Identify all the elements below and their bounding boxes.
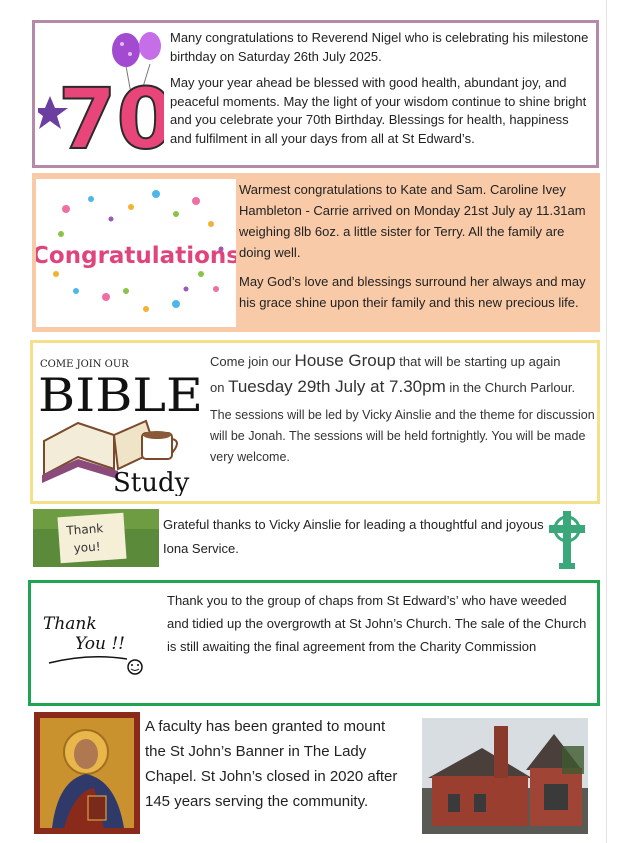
coffee-cup-icon <box>142 431 177 459</box>
birthday-paragraph-1: Many congratulations to Reverend Nigel who is celebrating his milestone birthday on Saturday 26th July 2025. <box>170 30 589 64</box>
house-group-highlight: House Group <box>294 351 396 370</box>
seventy-image-number: 70 <box>58 70 164 162</box>
congratulations-image-text: Congratulations <box>36 243 236 269</box>
thanks-chaps-notice <box>28 580 600 706</box>
faculty-text: A faculty has been granted to mount the St John’s Banner in The Lady Chapel. St John’s closed in 2020 after 145 years serving the community. <box>145 718 398 810</box>
bible-line-1-start: Come join our <box>210 354 295 369</box>
congratulations-notice <box>32 173 600 332</box>
bible-image-top-text: COME JOIN OUR <box>40 359 129 370</box>
congratulations-paragraph-2: May God’s love and blessings surround her always and may his grace shine upon their family and this new precious life. <box>239 274 586 310</box>
celtic-cross-icon <box>545 507 589 571</box>
st-john-icon-image <box>34 712 140 834</box>
bible-line-2-start: on <box>210 380 229 395</box>
thank-you-script-image <box>39 603 147 681</box>
thank-script-text-1: Thank <box>43 614 97 634</box>
smiley-icon <box>128 660 142 674</box>
bible-study-image <box>38 351 206 496</box>
bible-line-1-end: that will be starting up again <box>395 354 561 369</box>
bible-details: The sessions will be led by Vicky Ainslie and the theme for discussion will be Jonah. The sessions will be held fortnightly. You will be made very welcome. <box>210 408 595 464</box>
thank-you-card-image <box>33 509 159 567</box>
date-time-highlight: Tuesday 29th July at 7.30pm <box>228 377 446 396</box>
thanks-vicky-text: Grateful thanks to Vicky Ainslie for leading a thoughtful and joyous Iona Service. <box>163 517 544 556</box>
bible-line-2-end: in the Church Parlour. <box>445 380 576 395</box>
birthday-notice <box>32 20 599 168</box>
thank-card-text-1: Thank <box>65 521 104 538</box>
congratulations-paragraph-1: Warmest congratulations to Kate and Sam. Caroline Ivey Hambleton - Carrie arrived on Monday 21st July ay 11.31am weighing 8lb 6oz. a little sister for Terry. All the family are doing well. <box>239 182 586 260</box>
bible-line-1 <box>210 349 600 374</box>
st-johns-church-photo <box>422 718 588 834</box>
thanks-chaps-text: Thank you to the group of chaps from St Edward’s’ who have weeded and tidied up the overgrowth at St John’s Church. The sale of the Church is still awaiting the final agreement from the Charity Commission <box>167 593 587 654</box>
bible-image-sub-text: Study <box>113 468 190 496</box>
birthday-paragraph-2: May your year ahead be blessed with good health, abundant joy, and peaceful moments. May the light of your wisdom continue to shine bright and you celebrate your 70th Birthday. Blessings for health, happiness and fulfilment in all your days from all at St Edward’s. <box>170 75 587 146</box>
seventy-birthday-image <box>38 26 164 162</box>
bible-line-2 <box>210 374 600 401</box>
thank-card-text-2: you! <box>73 539 101 556</box>
bible-study-notice <box>30 340 600 504</box>
faculty-notice <box>34 712 594 837</box>
thank-script-text-2: You !! <box>75 634 125 654</box>
congratulations-image <box>36 179 236 327</box>
bible-image-main-text: BIBLE <box>38 368 203 422</box>
thanks-vicky-notice <box>33 507 601 575</box>
